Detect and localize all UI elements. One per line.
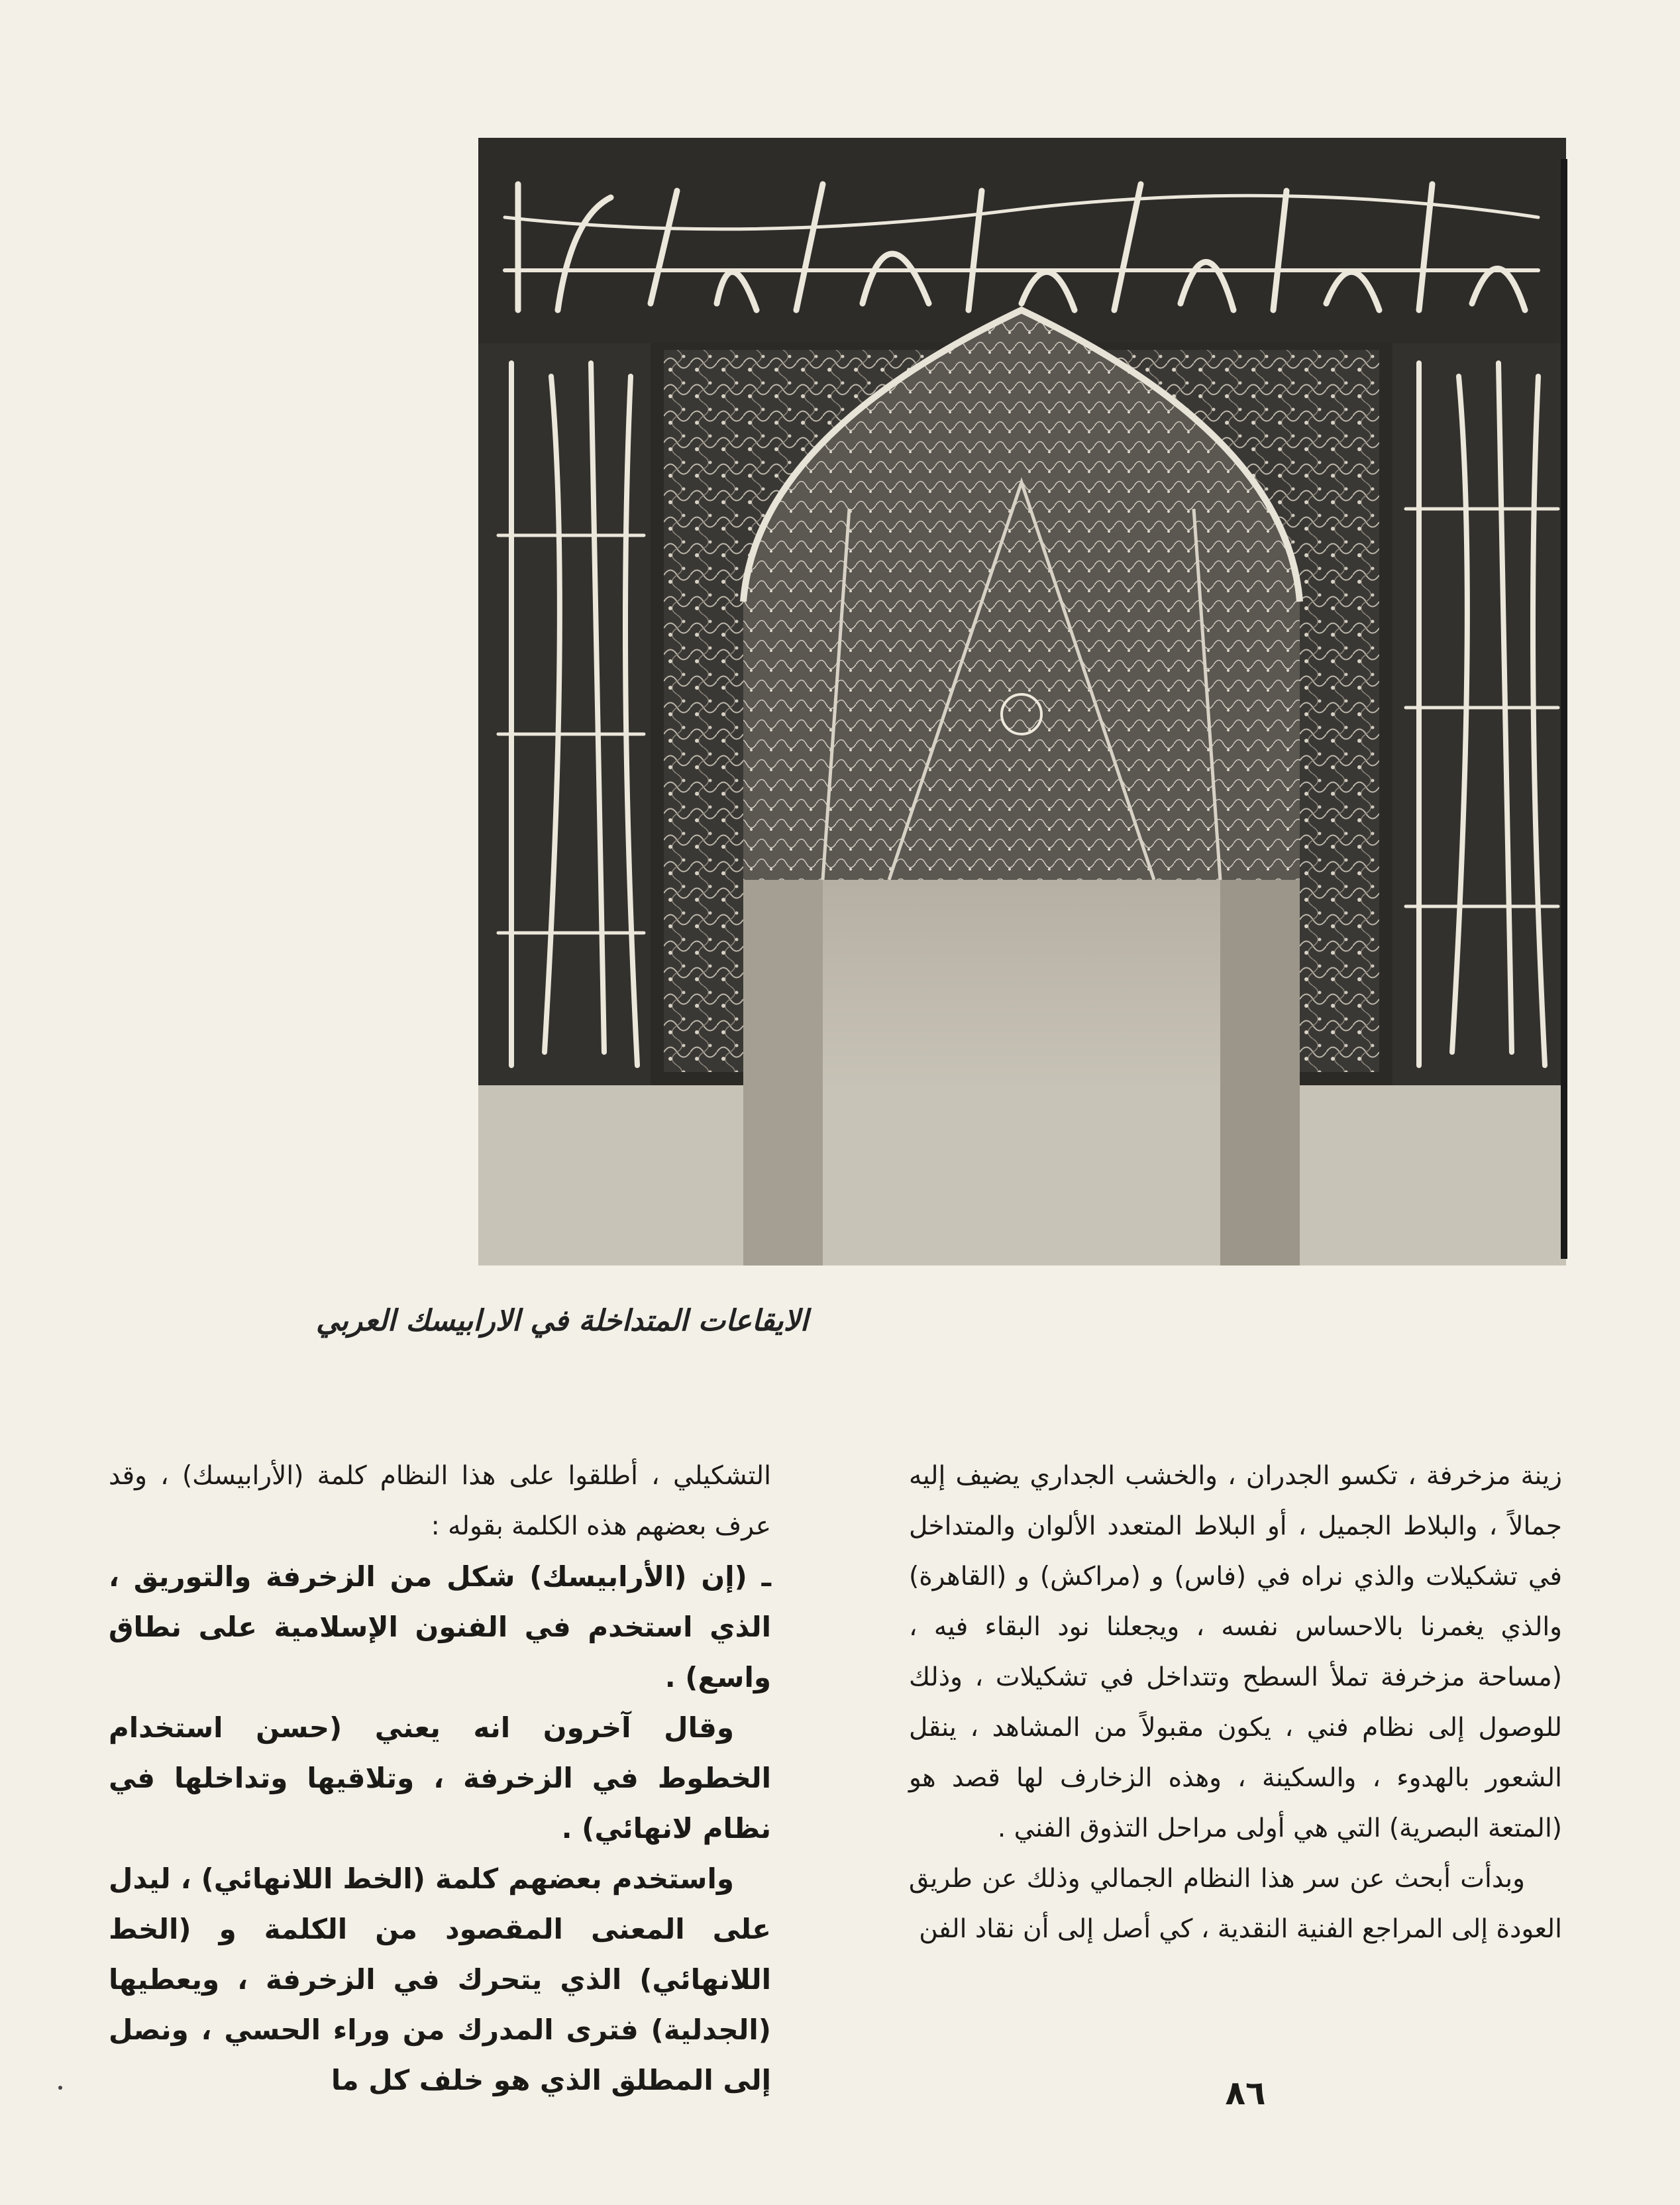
paragraph: واستخدم بعضهم كلمة (الخط اللانهائي) ، ليدل على المعنى المقصود من الكلمة و (الخط اللانهائي) الذي يتحرك في الزخرفة ، ويعطيها (الجدلية) فترى المدرك من وراء الحسي ، ونصل إلى المطلق الذي هو خلف كل ما xyxy=(109,1862,771,2096)
photo-edge-shadow xyxy=(1561,159,1567,1259)
figure-caption: الايقاعات المتداخلة في الارابيسك العربي xyxy=(315,1304,808,1338)
scan-speck xyxy=(58,2086,62,2090)
arabesque-mihrab-image xyxy=(478,138,1566,1265)
paragraph: زينة مزخرفة ، تكسو الجدران ، والخشب الجداري يضيف إليه جمالاً ، والبلاط الجميل ، أو البلاط المتعدد الألوان والمتداخل في تشكيلات والذي نراه في (فاس) و (مراكش) و (القاهرة) والذي يغمرنا بالاحساس نفسه ، ويجعلنا نود البقاء فيه ، (مساحة مزخرفة تملأ السطح وتتداخل في تشكيلات ، وذلك للوصول إلى نظام فني ، يكون مقبولاً من المشاهد ، ينقل الشعور بالهدوء ، والسكينة ، وهذه الزخارف لها قصد هو (المتعة البصرية) التي هي أولى مراحل التذوق الفني . xyxy=(909,1461,1562,1843)
page-number: ٨٦ xyxy=(1225,2074,1266,2112)
text-column-left xyxy=(109,1451,771,2096)
paragraph: التشكيلي ، أطلقوا على هذا النظام كلمة (الأرابيسك) ، وقد عرف بعضهم هذه الكلمة بقوله : xyxy=(109,1461,771,1541)
mihrab-photograph xyxy=(478,138,1566,1265)
quotation: وقال آخرون انه يعني (حسن استخدام الخطوط في الزخرفة ، وتلاقيها وتداخلها في نظام لانهائي) . xyxy=(109,1711,771,1845)
text-column-right xyxy=(909,1451,1562,2047)
paragraph: وبدأت أبحث عن سر هذا النظام الجمالي وذلك عن طريق العودة إلى المراجع الفنية النقدية ، كي أصل إلى أن نقاد الفن xyxy=(909,1864,1562,1944)
quotation: ـ (إن (الأرابيسك) شكل من الزخرفة والتوريق ، الذي استخدم في الفنون الإسلامية على نطاق واسع) . xyxy=(109,1560,771,1694)
